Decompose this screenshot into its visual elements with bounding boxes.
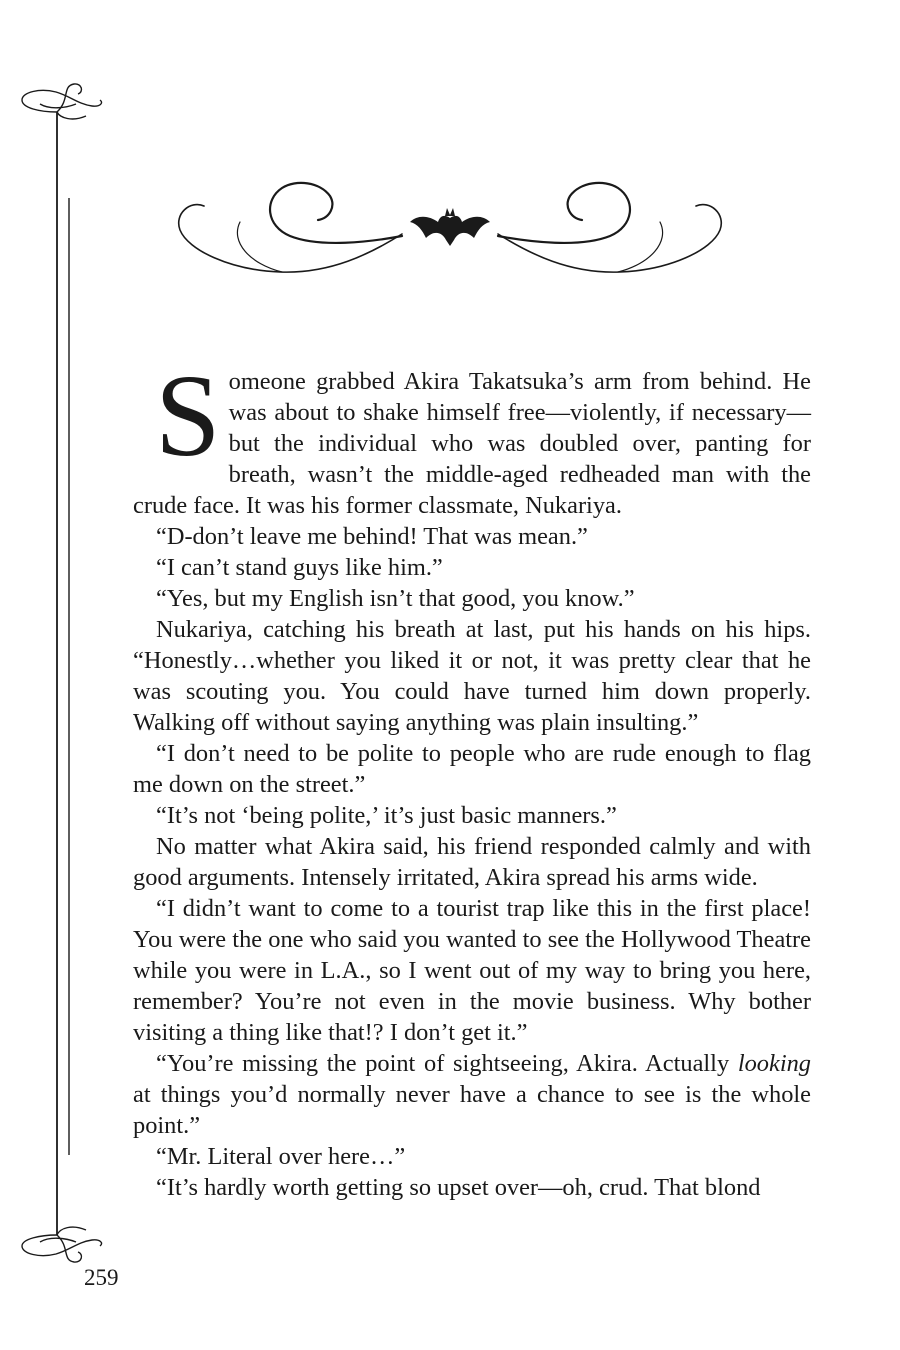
text-run: at things you’d normally never have a chance to see is the whole point.” <box>133 1081 811 1139</box>
bat-icon <box>410 208 490 246</box>
paragraph: “It’s hardly worth getting so upset over—oh, crud. That blond <box>156 1174 761 1201</box>
right-flourish-icon <box>498 183 721 272</box>
paragraph: “D-don’t leave me behind! That was mean.” <box>156 523 588 550</box>
italic-text: looking <box>737 1050 811 1077</box>
drop-cap: S <box>155 350 221 481</box>
text-run: “You’re missing the point of sightseeing, Akira. Actually <box>156 1050 738 1077</box>
paragraph <box>133 1048 811 1141</box>
left-flourish-icon <box>179 183 402 272</box>
paragraph: “I don’t need to be polite to people who are rude enough to flag me down on the street.” <box>133 740 811 798</box>
left-border-ornament <box>0 0 140 1350</box>
paragraph: “Yes, but my English isn’t that good, you know.” <box>156 585 635 612</box>
bottom-swirl-icon <box>22 1227 102 1262</box>
paragraph: “Mr. Literal over here…” <box>156 1143 406 1170</box>
chapter-ornament <box>170 170 730 280</box>
paragraph: Nukariya, catching his breath at last, put his hands on his hips. “Honestly…whether you liked it or not, it was pretty clear that he was scouting you. You could have turned him down properly. Walking off without saying anything was plain insulting.” <box>133 616 811 736</box>
paragraph: “It’s not ‘being polite,’ it’s just basic manners.” <box>156 802 617 829</box>
body-text <box>133 350 811 1203</box>
opening-text: omeone grabbed Akira Takatsuka’s arm from behind. He was about to shake himself free—violently, if necessary—but the individual who was doubled over, panting for breath, wasn’t the middle-aged redheaded man with the crude face. It was his former classmate, Nukariya. <box>133 368 811 519</box>
page-number: 259 <box>84 1265 119 1290</box>
paragraph-opening <box>133 350 811 521</box>
paragraph: “I didn’t want to come to a tourist trap like this in the first place! You were the one who said you wanted to see the Hollywood Theatre while you were in L.A., so I went out of my way to bring you here, remember? You’re not even in the movie business. Why bother visiting a thing like that!? I don’t get it.” <box>133 895 811 1046</box>
top-swirl-icon <box>22 84 102 119</box>
paragraph: “I can’t stand guys like him.” <box>156 554 443 581</box>
paragraph: No matter what Akira said, his friend responded calmly and with good arguments. Intensely irritated, Akira spread his arms wide. <box>133 833 811 891</box>
